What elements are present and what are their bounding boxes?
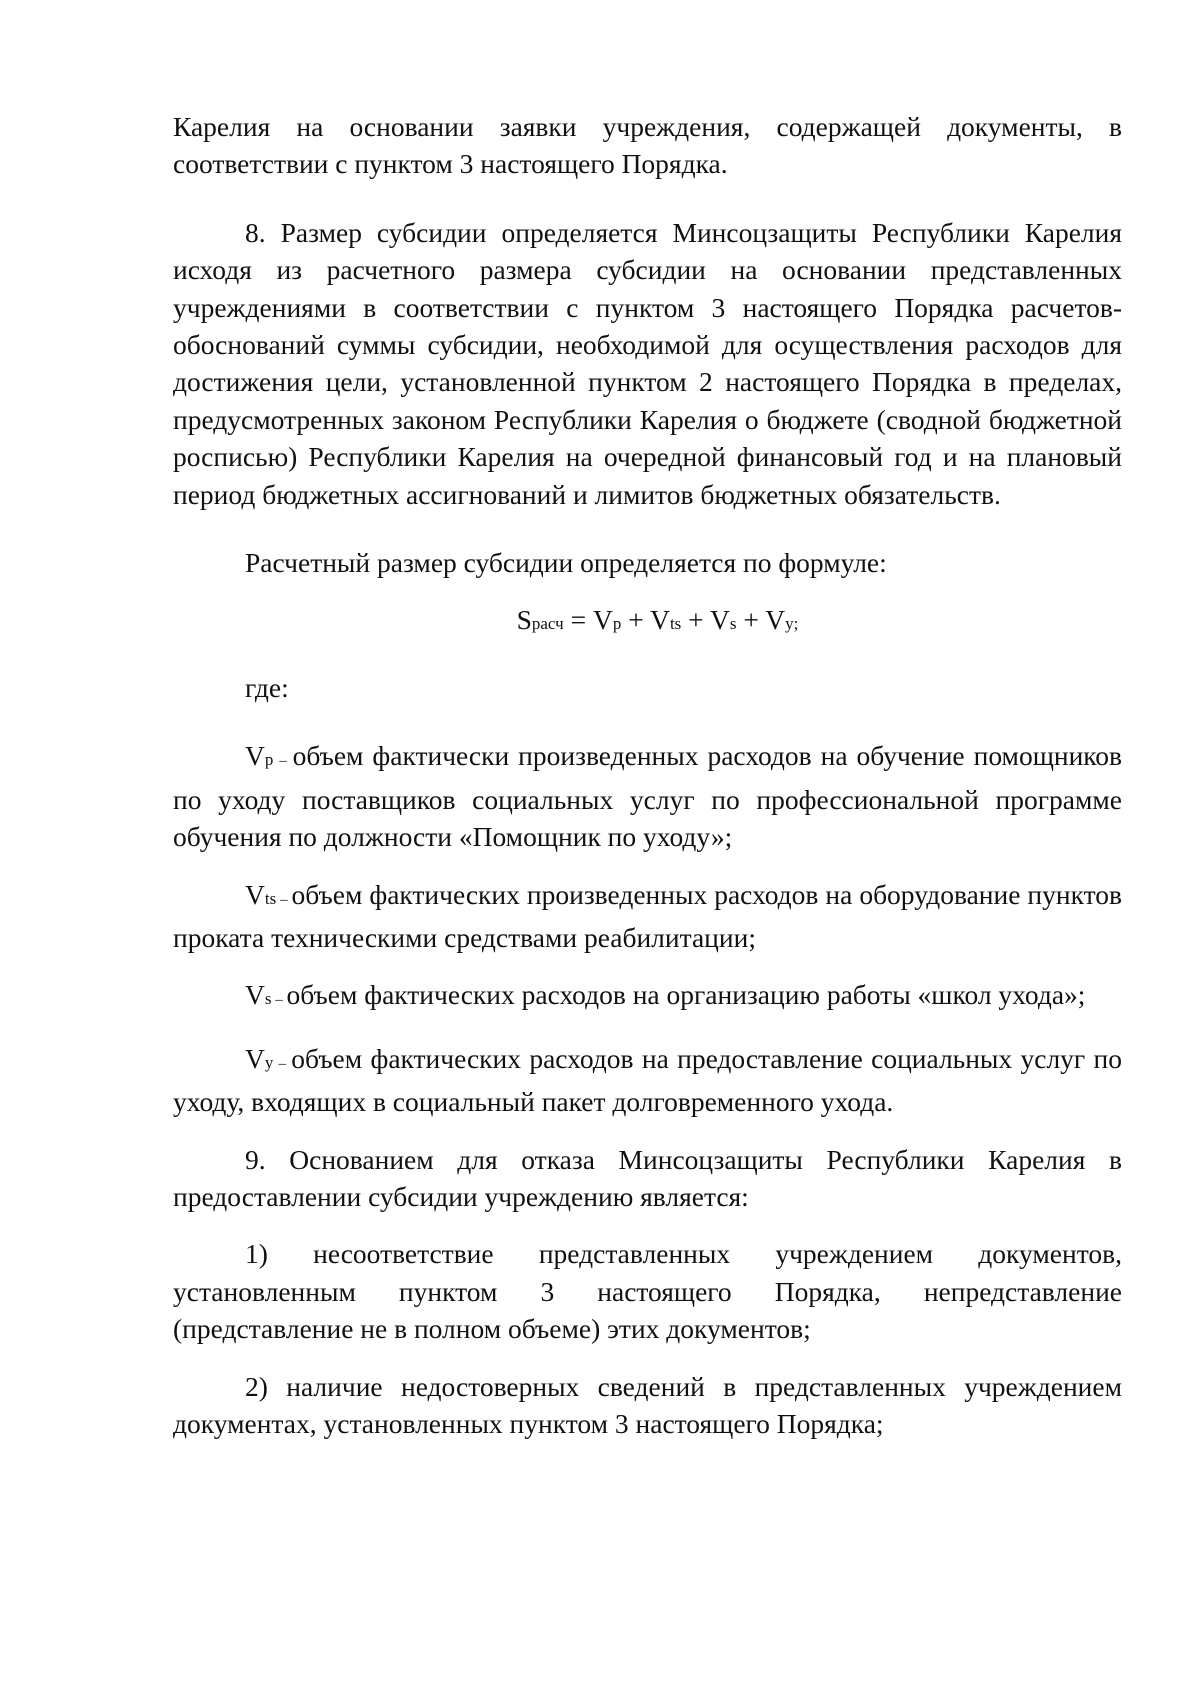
vp-text: объем фактически произведенных расходов на обучение помощников по уходу поставщиков социальных услуг по профессиональной программе обучения по должности «Помощник по уходу»; (173, 740, 1123, 853)
formula-s: S (516, 604, 532, 636)
formula-ts-subscript: ts (669, 614, 682, 634)
formula-s2-subscript: s (729, 614, 737, 634)
definition-vts (173, 876, 1122, 957)
definition-vy (173, 1040, 1122, 1121)
paragraph-8: 8. Размер субсидии определяется Минсоцзащиты Республики Карелия исходя из расчетного размера субсидии на основании представленных учреждениями в соответствии с пунктом 3 настоящего Порядка расчетов-обоснований суммы субсидии, необходимой для осуществления расходов для достижения цели, установленной пунктом 2 настоящего Порядка в пределах, предусмотренных законом Республики Карелия о бюджете (сводной бюджетной росписью) Республики Карелия на очередной финансовый год и на плановый период бюджетных ассигнований и лимитов бюджетных обязательств. (173, 216, 1122, 510)
vs-symbol: V (245, 979, 265, 1011)
vy-symbol: V (245, 1042, 265, 1074)
vts-text: объем фактических произведенных расходов на оборудование пунктов проката техническими средствами реабилитации; (173, 878, 1122, 953)
where-label: где: (245, 671, 289, 703)
vy-dash: – (273, 1055, 292, 1072)
definition-vs (173, 976, 1122, 1019)
formula-eq-v: = V (563, 604, 613, 636)
formula-s-subscript: расч (531, 614, 564, 634)
paragraph-9-item-1: 1) несоответствие представленных учреждением документов, установленным пунктом 3 настоящего Порядка, непредставление (представление не в полном объеме) этих документов; (173, 1238, 1122, 1345)
vp-subscript: p (264, 750, 274, 770)
formula-plus-v-3: + V (736, 604, 786, 636)
formula-plus-v-2: + V (681, 604, 730, 636)
vy-subscript: y (264, 1052, 274, 1072)
formula (173, 601, 1122, 642)
vts-subscript: ts (264, 888, 277, 908)
vs-text: объем фактических расходов на организацию работы «школ ухода»; (286, 979, 1086, 1011)
vs-dash: – (271, 992, 287, 1009)
vy-text: объем фактических расходов на предоставление социальных услуг по уходу, входящих в социальный пакет долговременного ухода. (173, 1042, 1122, 1118)
formula-y-subscript: y; (785, 614, 799, 634)
document-page (173, 108, 1122, 1462)
formula-intro: Расчетный размер субсидии определяется по формуле: (245, 547, 887, 579)
vp-symbol: V (245, 740, 265, 772)
vp-dash: – (273, 753, 293, 770)
formula-p-subscript: p (612, 614, 622, 634)
vts-symbol: V (245, 878, 265, 910)
paragraph-continuation: Карелия на основании заявки учреждения, содержащей документы, в соответствии с пунктом 3 настоящего Порядка. (173, 111, 1122, 180)
paragraph-9: 9. Основанием для отказа Минсоцзащиты Республики Карелия в предоставлении субсидии учреждению является: (173, 1143, 1122, 1212)
formula-plus-v-1: + V (621, 604, 670, 636)
definition-vp (173, 737, 1122, 855)
vts-dash: – (276, 891, 292, 908)
paragraph-9-item-2: 2) наличие недостоверных сведений в представленных учреждением документах, установленных пунктом 3 настоящего Порядка; (173, 1370, 1122, 1439)
vs-subscript: s (264, 989, 272, 1009)
